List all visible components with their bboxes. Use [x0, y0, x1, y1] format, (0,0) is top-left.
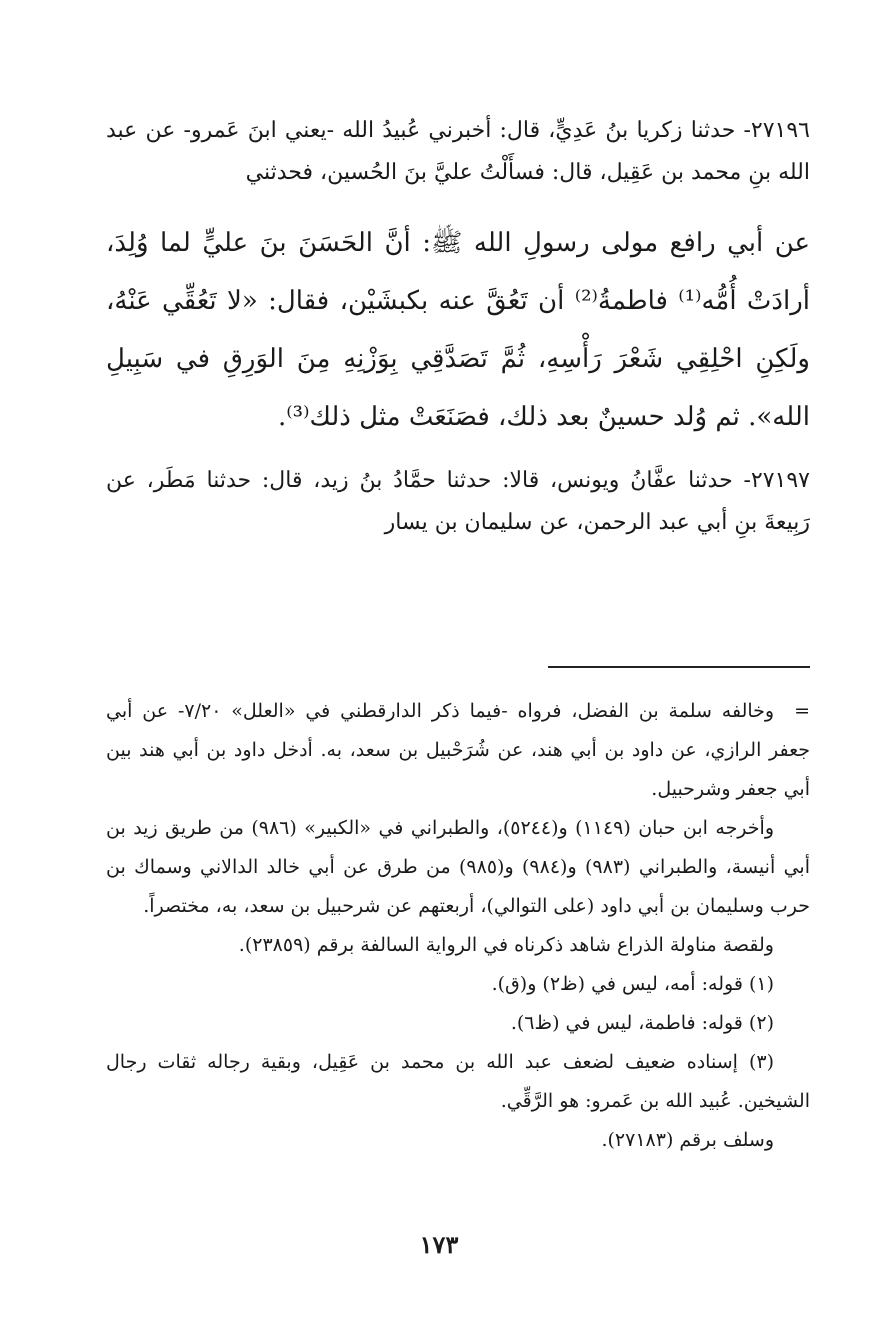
footnote-divider: [548, 666, 810, 668]
continuation-mark: =: [794, 700, 811, 722]
footnote-2: (٢) قوله: فاطمة، ليس في (ظ٦).: [510, 1012, 774, 1034]
page-number: ١٧٣: [419, 1230, 459, 1259]
footnote-text: وخالفه سلمة بن الفضل، فرواه -فيما ذكر الدارقطني في «العلل» ٧/٢٠- عن أبي جعفر الرازي، عن داود بن أبي هند، عن شُرَحْبيل بن سعد، به. أدخل داود بن أبي هند بين أبي جعفر وشرحبيل.: [106, 700, 810, 800]
footnote-1: (١) قوله: أمه، ليس في (ظ٢) و(ق).: [491, 973, 774, 995]
footnote-paragraph: وأخرجه ابن حبان (١١٤٩) و(٥٢٤٤)، والطبراني في «الكبير» (٩٨٦) من طريق زيد بن أبي أنيسة، والطبراني (٩٨٣) و(٩٨٤) و(٩٨٥) من طرق عن أبي خالد الدالاني وسماك بن حرب وسليمان بن أبي داود (على التوالي)، أربعتهم عن شرحبيل بن سعد، به، مختصراً.: [106, 817, 810, 917]
hadith-27196-text: عن أبي رافع مولى رسولِ الله ﷺ: أنَّ الحَسَنَ بنَ عليٍّ لما وُلِدَ، أرادَتْ أُمُّه⁽¹⁾ فاطمةُ⁽²⁾ أن تَعُقَّ عنه بكبشَيْن، فقال: «لا تَعُقِّي عَنْهُ، ولَكِنِ احْلِقِي شَعْرَ رَأْسِهِ، ثُمَّ تَصَدَّقِي بِوَزْنِهِ مِنَ الوَرِقِ في سَبِيلِ الله». ثم وُلد حسينٌ بعد ذلك، فصَنَعَتْ مثل ذلك⁽³⁾.: [106, 228, 810, 432]
footnote-3-continued: وسلف برقم (٢٧١٨٣).: [601, 1129, 774, 1151]
footnote-paragraph: ولقصة مناولة الذراع شاهد ذكرناه في الرواية السالفة برقم (٢٣٨٥٩).: [238, 934, 774, 956]
footnote-continuation: [106, 692, 810, 809]
hadith-27196-chain: ٢٧١٩٦- حدثنا زكريا بنُ عَدِيٍّ، قال: أخبرني عُبيدُ الله -يعني ابنَ عَمرو- عن عبد الله بنِ محمد بن عَقِيل، قال: فسأَلْتُ عليَّ بنَ الحُسين، فحدثني: [106, 118, 810, 185]
footnote-3: (٣) إسناده ضعيف لضعف عبد الله بن محمد بن عَقِيل، وبقية رجاله ثقات رجال الشيخين. عُبيد الله بن عَمرو: هو الرَّقِّي.: [106, 1051, 810, 1112]
main-text: [106, 110, 810, 544]
footnotes: [106, 692, 810, 1160]
hadith-27197-chain: ٢٧١٩٧- حدثنا عفَّانُ ويونس، قالا: حدثنا حمَّادُ بنُ زيد، قال: حدثنا مَطَر، عن رَبِيعةَ بنِ أبي عبد الرحمن، عن سليمان بن يسار: [106, 468, 810, 535]
